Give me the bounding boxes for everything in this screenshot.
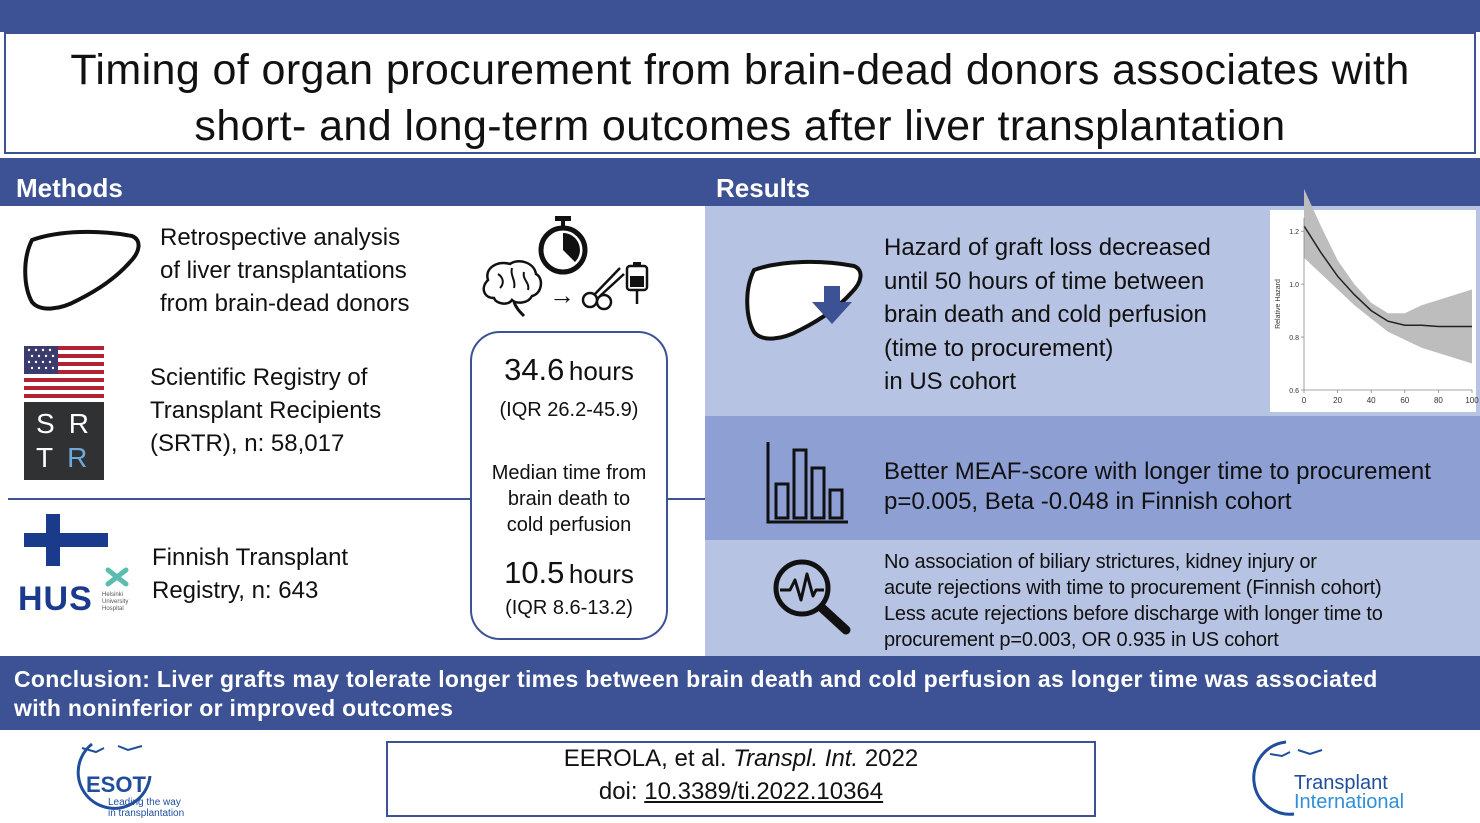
iv-bag-icon <box>624 262 650 306</box>
association-line-2: acute rejections with time to procurement (Finnish cohort) <box>884 577 1382 599</box>
association-line-3: Less acute rejections before discharge with longer time to <box>884 603 1383 625</box>
association-line-1: No association of biliary strictures, kidney injury or <box>884 551 1317 573</box>
analysis-text <box>160 221 409 320</box>
ti-logo <box>1252 736 1452 820</box>
median-line-3: cold perfusion <box>506 514 632 536</box>
hazard-text <box>884 231 1211 399</box>
y-tick-label: 0.8 <box>1289 335 1299 343</box>
us-hours-iqr: (IQR 26.2-45.9) <box>499 399 639 421</box>
liver-decrease-icon <box>742 256 866 346</box>
y-tick-label: 0.6 <box>1289 388 1299 395</box>
magnifier-pulse-icon <box>770 556 854 636</box>
methods-divider-right <box>668 498 705 500</box>
fi-median-hours <box>470 555 668 591</box>
finnish-flag-icon <box>24 514 108 566</box>
results-heading: Results <box>716 173 810 203</box>
median-label <box>478 460 660 538</box>
hus-logo-subtitle: Helsinki University Hospital <box>102 592 129 612</box>
ti-line-2: International <box>1294 791 1405 813</box>
us-flag-icon <box>24 346 104 398</box>
doi-link[interactable]: 10.3389/ti.2022.10364 <box>644 778 884 805</box>
meaf-line-1: Better MEAF-score with longer time to procurement <box>884 458 1431 485</box>
srtr-logo-row-2: TR <box>36 442 102 473</box>
esot-logo <box>62 736 202 820</box>
citation-journal: Transpl. Int. <box>733 745 859 772</box>
methods-heading: Methods <box>16 173 123 203</box>
x-tick-label: 60 <box>1400 396 1410 405</box>
x-tick-label: 80 <box>1433 396 1443 405</box>
conclusion-line-2: with noninferior or improved outcomes <box>14 695 454 721</box>
title-line-1: Timing of organ procurement from brain-dead donors associates with <box>70 46 1410 94</box>
liver-icon <box>20 226 144 314</box>
median-line-2: brain death to <box>507 488 631 510</box>
confidence-band <box>1304 189 1472 364</box>
analysis-line-1: Retrospective analysis <box>160 224 401 251</box>
hazard-line-5: in US cohort <box>884 368 1017 395</box>
srtr-line-3: (SRTR), n: 58,017 <box>150 430 345 457</box>
median-line-1: Median time from <box>491 462 647 484</box>
ti-line-1: Transplant <box>1294 772 1388 794</box>
doi-prefix: doi: <box>598 778 638 805</box>
bar-chart-icon <box>762 440 850 526</box>
analysis-line-3: from brain-dead donors <box>160 290 410 317</box>
hazard-line-2: until 50 hours of time between <box>884 267 1205 295</box>
y-tick-label: 1.0 <box>1289 282 1299 290</box>
fi-hours-value: 10.5 <box>504 555 565 590</box>
hus-cross-icon <box>102 566 132 588</box>
title-line-2: short- and long-term outcomes after liver transplantation <box>194 102 1286 150</box>
srtr-logo-row-1: SR <box>36 408 103 439</box>
association-text <box>884 549 1383 653</box>
meaf-text <box>884 457 1431 517</box>
citation-year: 2022 <box>864 745 919 772</box>
citation-line-2 <box>386 775 1096 808</box>
us-hours-value: 34.6 <box>504 352 565 387</box>
fi-hours-iqr: (IQR 8.6-13.2) <box>505 597 633 619</box>
scissors-icon <box>580 262 628 310</box>
x-tick-label: 20 <box>1333 396 1343 405</box>
citation-line-1 <box>386 742 1096 775</box>
hus-logo <box>18 580 138 622</box>
x-tick-label: 0 <box>1301 396 1307 405</box>
conclusion-text <box>14 665 1464 723</box>
y-axis-label: Relative Hazard <box>1275 279 1282 329</box>
finnish-line-2: Registry, n: 643 <box>152 577 319 604</box>
analysis-line-2: of liver transplantations <box>160 257 407 284</box>
srtr-logo <box>24 402 104 480</box>
y-tick-label: 1.2 <box>1289 229 1299 237</box>
hus-logo-text: HUS <box>18 580 93 618</box>
hazard-line-3: brain death and cold perfusion <box>884 301 1207 328</box>
us-median-hours <box>470 352 668 388</box>
fi-hours-unit: hours <box>568 559 634 589</box>
top-band <box>0 0 1480 32</box>
hazard-line-1: Hazard of graft loss decreased <box>884 234 1211 261</box>
hazard-chart-svg <box>1270 210 1479 412</box>
finnish-line-1: Finnish Transplant <box>152 544 349 571</box>
page-title <box>0 42 1480 154</box>
meaf-line-2: p=0.005, Beta -0.048 in Finnish cohort <box>884 488 1292 515</box>
flow-arrow-icon: → <box>549 280 575 310</box>
srtr-line-1: Scientific Registry of <box>150 364 368 391</box>
esot-tagline: Leading the way in transplantation <box>108 797 185 819</box>
citation <box>386 742 1096 808</box>
srtr-text <box>150 361 381 460</box>
hazard-line-4: (time to procurement) <box>884 334 1114 362</box>
x-tick-label: 40 <box>1366 396 1376 405</box>
conclusion-line-1: Conclusion: Liver grafts may tolerate longer times between brain death and cold perfusion as longer time was associated <box>14 666 1378 692</box>
association-line-4: procurement p=0.003, OR 0.935 in US cohort <box>884 629 1279 651</box>
us-hours-unit: hours <box>568 356 634 386</box>
citation-authors: EEROLA, et al. <box>563 745 727 772</box>
brain-icon <box>478 258 546 318</box>
x-tick-label: 100 <box>1465 396 1479 405</box>
hazard-chart <box>1270 210 1479 412</box>
finnish-text <box>152 541 348 607</box>
esot-name: ESOT <box>86 772 146 797</box>
srtr-line-2: Transplant Recipients <box>150 397 382 424</box>
